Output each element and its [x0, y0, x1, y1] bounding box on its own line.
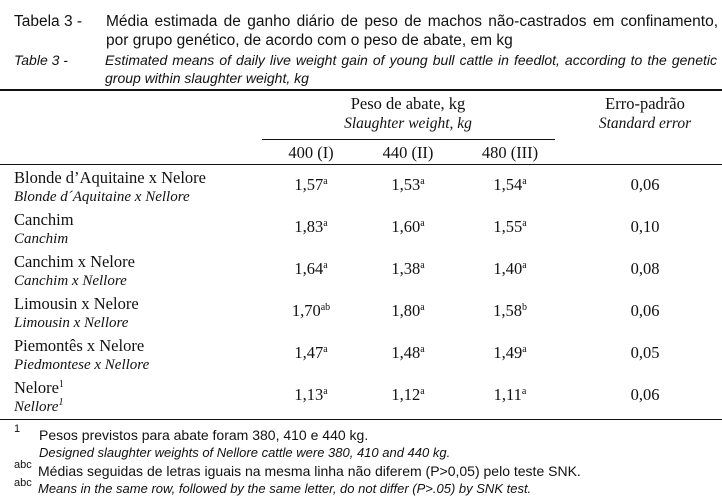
header-group-en: Slaughter weight, kg: [344, 115, 472, 132]
value-cell: [294, 217, 327, 237]
value-number: 1,70: [291, 301, 321, 320]
table-top-rule: [0, 89, 722, 91]
row-label: [14, 252, 135, 272]
row-label-en: [14, 315, 128, 332]
header-sub-rule: [262, 139, 555, 140]
row-label: [14, 210, 74, 230]
value-cell: [391, 343, 424, 363]
footnote-2-mark: abc: [14, 459, 32, 471]
row-label-text: Blonde d’Aquitaine x Nelore: [14, 168, 206, 187]
value-cell: [494, 385, 527, 405]
value-cell: [493, 343, 526, 363]
caption-pt-label: Tabela 3 -: [14, 13, 83, 30]
value-cell: [493, 175, 526, 195]
row-label: [14, 378, 64, 398]
value-cell: [493, 217, 526, 237]
value-letter-superscript: a: [522, 260, 527, 271]
row-label-en-text: Canchim x Nellore: [14, 273, 127, 289]
row-label-en-text: Blonde d´Aquitaine x Nellore: [14, 189, 190, 205]
value-letter-superscript: a: [522, 218, 527, 229]
caption-en-text: Estimated means of daily live weight gain of young bull cattle in feedlot, according to the genetic group within slaughter weight, kg: [105, 52, 717, 86]
header-error-pt: Erro-padrão: [605, 94, 685, 113]
row-label-en: [14, 357, 149, 374]
value-cell: [391, 217, 424, 237]
row-label-en: [14, 399, 63, 416]
value-letter-superscript: a: [323, 386, 328, 397]
row-label-en-text: Canchim: [14, 231, 69, 247]
value-cell: [391, 385, 424, 405]
col-header-400: 400 (I): [288, 143, 334, 162]
value-number: 1,55: [493, 217, 523, 236]
value-letter-superscript: a: [323, 176, 328, 187]
value-cell: [294, 175, 327, 195]
value-number: 1,64: [294, 259, 324, 278]
col-header-480: 480 (III): [481, 143, 539, 162]
value-number: 1,38: [391, 259, 421, 278]
table-bottom-rule: [0, 419, 722, 420]
value-number: 1,53: [391, 175, 421, 194]
row-label-en-text: Limousin x Nellore: [14, 315, 129, 331]
value-number: 1,11: [493, 385, 522, 404]
value-number: 1,57: [294, 175, 324, 194]
value-number: 1,12: [391, 385, 421, 404]
value-letter-superscript: a: [522, 344, 527, 355]
row-label: [14, 168, 206, 188]
value-cell: [294, 259, 327, 279]
caption-pt-text: Média estimada de ganho diário de peso de machos não-castrados em confinamento, por grupo genético, de acordo com o peso de abate, em kg: [106, 13, 718, 49]
value-cell: [493, 301, 527, 321]
value-cell: [391, 175, 424, 195]
footnote-2-en-text: Means in the same row, followed by the same letter, do not differ (P>.05) by SNK test.: [38, 481, 532, 496]
standard-error-cell: 0,05: [630, 343, 660, 362]
value-letter-superscript: a: [521, 386, 527, 397]
value-number: 1,83: [294, 217, 324, 236]
value-number: 1,58: [493, 301, 522, 320]
row-label-text: Piemontês x Nelore: [14, 336, 145, 355]
value-number: 1,49: [493, 343, 523, 362]
row-label-text: Nelore: [14, 378, 59, 397]
value-letter-superscript: a: [522, 176, 527, 187]
row-label-en-text: Nellore: [14, 399, 59, 415]
value-letter-superscript: a: [420, 176, 425, 187]
value-letter-superscript: a: [420, 344, 425, 355]
row-label-text: Canchim: [14, 210, 74, 229]
value-number: 1,48: [391, 343, 421, 362]
footnote-2-mark-en: abc: [14, 477, 32, 489]
row-label-en-superscript: 1: [58, 397, 64, 408]
value-cell: [294, 343, 327, 363]
row-label-en: [14, 189, 190, 206]
footnote-2-pt-text: Médias seguidas de letras iguais na mesma linha não diferem (P>0,05) pelo teste SNK.: [38, 463, 581, 479]
value-letter-superscript: a: [420, 260, 425, 271]
standard-error-cell: 0,06: [630, 175, 660, 194]
row-label-en: [14, 273, 127, 290]
value-number: 1,13: [294, 385, 324, 404]
row-label: [14, 294, 139, 314]
header-error-en: Standard error: [598, 115, 692, 132]
value-number: 1,54: [493, 175, 523, 194]
value-cell: [493, 259, 526, 279]
value-number: 1,47: [294, 343, 324, 362]
row-label-text: Limousin x Nelore: [14, 294, 139, 313]
footnote-1-mark: 1: [14, 423, 21, 435]
value-cell: [292, 301, 330, 321]
row-label-en-text: Piedmontese x Nellore: [14, 357, 150, 373]
value-letter-superscript: a: [420, 386, 425, 397]
value-number: 1,80: [391, 301, 421, 320]
col-header-440: 440 (II): [382, 143, 434, 162]
value-letter-superscript: a: [323, 260, 328, 271]
header-group-pt: Peso de abate, kg: [350, 94, 466, 113]
value-cell: [391, 301, 424, 321]
value-number: 1,40: [493, 259, 523, 278]
value-letter-superscript: a: [420, 218, 425, 229]
footnote-1-pt-text: Pesos previstos para abate foram 380, 410 e 440 kg.: [39, 427, 369, 443]
row-label-en: [14, 231, 68, 248]
value-number: 1,60: [391, 217, 421, 236]
standard-error-cell: 0,10: [630, 217, 660, 236]
value-letter-superscript: a: [323, 344, 328, 355]
value-cell: [294, 385, 327, 405]
row-label: [14, 336, 144, 356]
standard-error-cell: 0,06: [630, 385, 660, 404]
value-letter-superscript: ab: [320, 302, 331, 313]
standard-error-cell: 0,06: [630, 301, 660, 320]
value-letter-superscript: a: [323, 218, 328, 229]
standard-error-cell: 0,08: [630, 259, 660, 278]
value-letter-superscript: a: [420, 302, 425, 313]
caption-en-label: Table 3 -: [14, 52, 68, 68]
header-bottom-rule: [0, 164, 722, 165]
value-letter-superscript: b: [521, 302, 527, 313]
footnote-1-en-text: Designed slaughter weights of Nellore cattle were 380, 410 and 440 kg.: [39, 445, 451, 460]
row-label-superscript: 1: [58, 379, 64, 390]
row-label-text: Canchim x Nelore: [14, 252, 135, 271]
value-cell: [391, 259, 424, 279]
